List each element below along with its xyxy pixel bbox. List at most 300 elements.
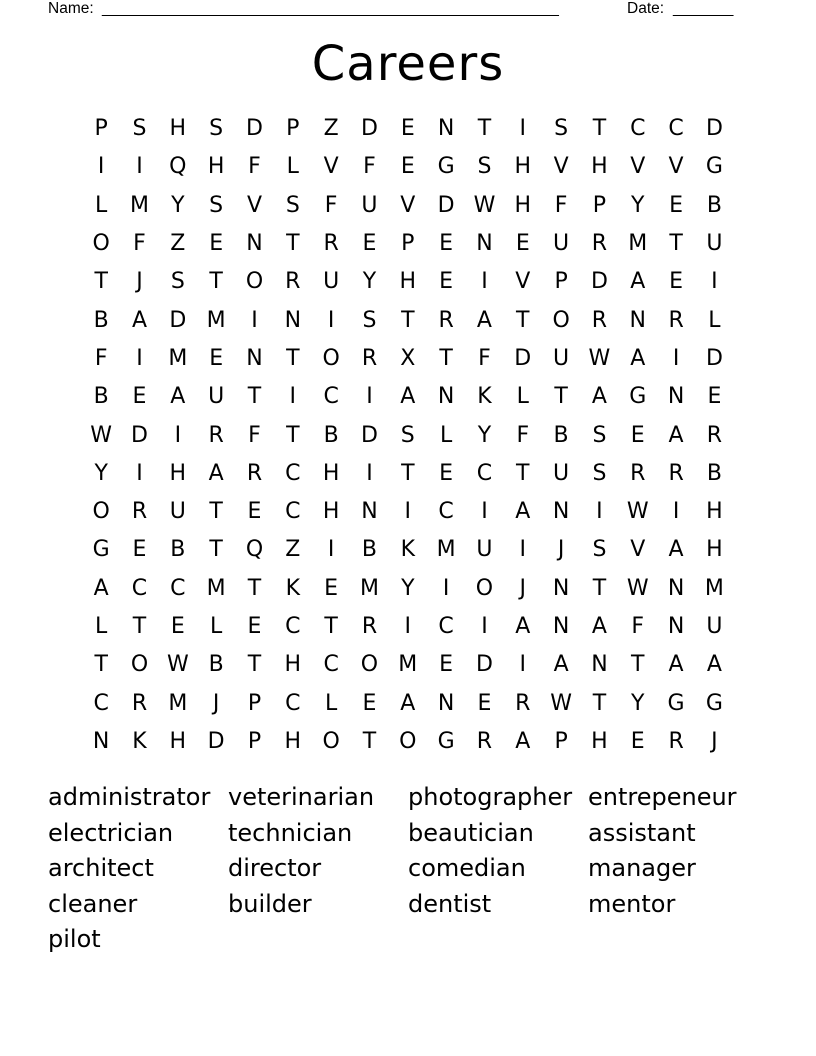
grid-letter[interactable]: R [591,231,608,257]
grid-letter[interactable]: N [552,575,570,601]
grid-letter[interactable]: R [706,422,723,448]
grid-letter[interactable]: M [130,192,149,218]
grid-letter[interactable]: O [245,269,264,295]
grid-letter[interactable]: I [672,499,680,525]
grid-letter[interactable]: L [95,614,108,639]
grid-letter[interactable]: E [170,614,185,639]
grid-letter[interactable]: P [401,231,415,257]
date-label: Date: [627,0,665,17]
grid-letter[interactable]: I [404,499,412,525]
grid-letter[interactable]: V [246,192,262,218]
grid-letter[interactable]: A [630,269,646,295]
grid-letter[interactable]: T [209,269,223,295]
grid-letter[interactable]: F [478,345,491,371]
grid-letter[interactable]: A [515,614,531,639]
grid-letter[interactable]: U [208,384,225,410]
grid-letter[interactable]: V [323,154,339,180]
grid-letter[interactable]: H [591,728,608,754]
grid-letter[interactable]: B [170,537,186,563]
grid-letter[interactable]: N [629,307,646,333]
grid-letter[interactable]: C [668,116,684,142]
grid-letter[interactable]: I [327,537,335,563]
word-bank-item: manager [588,854,696,882]
grid-letter[interactable]: A [668,537,684,563]
grid-letter[interactable]: U [361,192,378,218]
grid-letter[interactable]: T [669,231,683,257]
grid-letter[interactable]: L [325,690,338,716]
grid-letter[interactable]: E [247,499,262,525]
grid-letter[interactable]: A [591,384,607,410]
grid-letter[interactable]: B [208,652,224,678]
grid-letter[interactable]: I [519,652,527,678]
grid-letter[interactable]: E [439,652,454,678]
grid-letter[interactable]: H [514,192,532,218]
grid-letter[interactable]: E [209,231,224,257]
grid-letter[interactable]: A [515,499,531,525]
name-blank-line[interactable]: _____________________________________________________ [102,0,559,17]
grid-letter[interactable]: U [706,614,723,639]
grid-letter[interactable]: C [438,499,454,525]
grid-letter[interactable]: O [552,307,570,333]
grid-letter[interactable]: S [592,422,607,448]
grid-letter[interactable]: O [475,575,494,601]
grid-letter[interactable]: C [285,614,301,639]
grid-letter[interactable]: D [437,192,455,218]
grid-letter[interactable]: Y [362,269,377,295]
grid-letter[interactable]: U [553,231,570,257]
grid-letter[interactable]: P [247,690,262,716]
grid-letter[interactable]: J [711,728,718,754]
letter-grid [82,110,734,761]
grid-letter[interactable]: J [557,537,565,563]
grid-letter[interactable]: H [169,116,187,142]
grid-letter[interactable]: V [400,192,416,218]
grid-letter[interactable]: U [476,537,493,563]
grid-letter[interactable]: B [706,460,722,486]
grid-letter[interactable]: E [669,269,684,295]
grid-letter[interactable]: O [322,345,340,371]
grid-letter[interactable]: Y [631,690,645,716]
grid-letter[interactable]: N [361,499,378,525]
grid-letter[interactable]: S [209,116,224,142]
grid-letter[interactable]: O [92,499,110,525]
grid-letter[interactable]: M [206,307,226,333]
grid-letter[interactable]: O [399,728,417,754]
grid-letter[interactable]: I [327,307,335,333]
grid-letter[interactable]: L [516,384,529,410]
grid-letter[interactable]: M [359,575,379,601]
grid-letter[interactable]: M [206,575,226,601]
grid-letter[interactable]: B [93,307,109,333]
grid-letter[interactable]: Q [169,154,187,180]
grid-letter[interactable]: C [630,116,646,142]
grid-letter[interactable]: I [672,345,680,371]
grid-letter[interactable]: P [247,728,262,754]
grid-letter[interactable]: W [166,652,189,678]
word-bank-item: cleaner [48,889,138,918]
grid-letter[interactable]: D [360,116,378,142]
grid-letter[interactable]: W [626,499,649,525]
grid-letter[interactable]: E [247,614,262,639]
grid-letter[interactable]: K [477,384,492,410]
grid-letter[interactable]: T [209,499,223,525]
grid-letter[interactable]: E [362,231,377,257]
grid-letter[interactable]: S [592,460,607,486]
grid-letter[interactable]: U [553,460,570,486]
grid-letter[interactable]: N [437,116,455,142]
grid-letter[interactable]: E [439,269,454,295]
grid-letter[interactable]: E [630,728,645,754]
grid-letter[interactable]: Y [477,422,492,448]
grid-letter[interactable]: A [553,652,569,678]
grid-letter[interactable]: A [668,652,684,678]
grid-letter[interactable]: E [209,345,224,371]
grid-letter[interactable]: V [515,269,531,295]
grid-letter[interactable]: M [168,690,188,716]
grid-letter[interactable]: R [591,307,608,333]
grid-letter[interactable]: H [284,652,302,678]
grid-letter[interactable]: I [136,460,143,486]
grid-letter[interactable]: H [706,537,723,563]
grid-letter[interactable]: Q [245,537,264,563]
grid-letter[interactable]: S [170,269,185,295]
grid-letter[interactable]: C [285,499,301,525]
grid-letter[interactable]: T [286,422,300,448]
grid-letter[interactable]: I [289,384,297,410]
grid-letter[interactable]: T [209,537,223,563]
grid-letter[interactable]: B [553,422,569,448]
grid-letter[interactable]: E [707,384,722,410]
grid-letter[interactable]: H [169,460,187,486]
grid-letter[interactable]: V [630,154,646,180]
grid-letter[interactable]: R [438,307,454,333]
grid-letter[interactable]: D [475,652,493,678]
date-blank-line[interactable]: _______ [673,0,734,17]
grid-letter[interactable]: T [132,614,147,639]
grid-letter[interactable]: T [247,575,262,601]
grid-letter[interactable]: K [285,575,301,601]
grid-letter[interactable]: L [95,192,108,218]
grid-letter[interactable]: E [400,116,415,142]
grid-letter[interactable]: U [169,499,186,525]
grid-letter[interactable]: A [131,307,148,333]
grid-letter[interactable]: W [626,575,649,601]
grid-letter[interactable]: F [516,422,530,448]
grid-letter[interactable]: E [477,690,492,716]
grid-letter[interactable]: D [246,116,263,142]
grid-letter[interactable]: G [92,537,110,563]
grid-letter[interactable]: I [136,154,143,180]
grid-letter[interactable]: N [92,728,110,754]
grid-letter[interactable]: G [629,384,647,410]
grid-letter[interactable]: E [439,460,454,486]
grid-letter[interactable]: P [286,116,300,142]
grid-letter[interactable]: D [169,307,187,333]
grid-letter[interactable]: R [361,345,378,371]
grid-letter[interactable]: Z [323,116,339,142]
grid-letter[interactable]: M [436,537,456,563]
grid-letter[interactable]: T [401,307,415,333]
grid-letter[interactable]: I [174,422,182,448]
grid-letter[interactable]: I [481,614,488,639]
grid-letter[interactable]: A [170,384,186,410]
grid-letter[interactable]: E [324,575,339,601]
grid-letter[interactable]: R [668,307,684,333]
grid-letter[interactable]: I [442,575,450,601]
grid-letter[interactable]: C [93,690,109,716]
grid-letter[interactable]: N [552,499,570,525]
grid-letter[interactable]: C [323,384,339,410]
grid-letter[interactable]: S [362,307,377,333]
grid-letter[interactable]: G [705,690,723,716]
grid-letter[interactable]: M [168,345,188,371]
grid-letter[interactable]: E [439,231,454,257]
grid-letter[interactable]: H [514,154,532,180]
grid-letter[interactable]: C [476,460,493,486]
grid-letter[interactable]: S [477,154,492,180]
grid-letter[interactable]: T [362,728,377,754]
grid-letter[interactable]: A [706,652,722,678]
grid-letter[interactable]: F [363,154,376,180]
grid-letter[interactable]: W [550,690,572,716]
grid-letter[interactable]: D [514,345,532,371]
grid-row [82,340,734,378]
grid-letter[interactable]: F [324,192,338,218]
grid-letter[interactable]: V [553,154,569,180]
grid-letter[interactable]: R [668,460,684,486]
grid-letter[interactable]: H [591,154,608,180]
grid-letter[interactable]: E [515,231,530,257]
grid-letter[interactable]: N [437,384,455,410]
grid-letter[interactable]: J [136,269,143,295]
grid-letter[interactable]: A [630,345,646,371]
grid-letter[interactable]: I [366,460,373,486]
grid-row [82,225,734,263]
grid-letter[interactable]: Y [94,460,108,486]
grid-letter[interactable]: T [324,614,338,639]
grid-letter[interactable]: P [592,192,607,218]
grid-letter[interactable]: F [133,231,146,257]
grid-letter[interactable]: A [668,422,684,448]
grid-letter[interactable]: L [708,307,721,333]
grid-letter[interactable]: Y [171,192,185,218]
grid-letter[interactable]: C [285,690,301,716]
grid-letter[interactable]: T [631,652,645,678]
grid-letter[interactable]: R [476,728,493,754]
grid-letter[interactable]: Y [401,575,415,601]
grid-letter[interactable]: F [248,422,261,448]
grid-letter[interactable]: R [630,460,646,486]
grid-letter[interactable]: O [92,231,110,257]
grid-letter[interactable]: T [516,460,530,486]
grid-letter[interactable]: W [588,345,611,371]
grid-letter[interactable]: D [207,728,225,754]
grid-letter[interactable]: R [208,422,224,448]
grid-letter[interactable]: M [398,652,418,678]
grid-letter[interactable]: T [439,345,453,371]
grid-letter[interactable]: H [284,728,302,754]
grid-letter[interactable]: T [592,116,607,142]
grid-letter[interactable]: N [667,614,685,639]
grid-letter[interactable]: B [323,422,339,448]
grid-letter[interactable]: E [630,422,645,448]
grid-letter[interactable]: N [591,652,608,678]
grid-letter[interactable]: I [136,345,143,371]
grid-letter[interactable]: R [246,460,263,486]
grid-letter[interactable]: B [706,192,722,218]
grid-letter[interactable]: C [438,614,454,639]
grid-letter[interactable]: H [706,499,723,525]
grid-letter[interactable]: S [592,537,607,563]
grid-letter[interactable]: R [668,728,684,754]
grid-letter[interactable]: U [706,231,723,257]
grid-letter[interactable]: D [705,116,723,142]
grid-letter[interactable]: F [554,192,568,218]
grid-row [82,187,734,225]
grid-letter[interactable]: G [667,690,685,716]
grid-letter[interactable]: U [323,269,340,295]
grid-letter[interactable]: D [131,422,148,448]
grid-letter[interactable]: J [212,690,220,716]
grid-letter[interactable]: T [554,384,568,410]
grid-letter[interactable]: M [628,231,648,257]
grid-letter[interactable]: E [400,154,415,180]
grid-letter[interactable]: R [131,499,148,525]
grid-letter[interactable]: V [668,154,684,180]
grid-letter[interactable]: Z [170,231,186,257]
grid-letter[interactable]: J [519,575,527,601]
grid-letter[interactable]: I [519,116,527,142]
grid-letter[interactable]: I [596,499,603,525]
grid-letter[interactable]: H [322,499,340,525]
grid-letter[interactable]: N [667,575,685,601]
grid-letter[interactable]: C [170,575,186,601]
grid-letter[interactable]: T [516,307,530,333]
grid-letter[interactable]: I [481,499,488,525]
grid-letter[interactable]: F [248,154,261,180]
grid-letter[interactable]: N [667,384,685,410]
grid-letter[interactable]: P [554,728,568,754]
grid-letter[interactable]: V [630,537,646,563]
grid-letter[interactable]: I [366,384,373,410]
grid-letter[interactable]: R [515,690,531,716]
grid-letter[interactable]: H [207,154,225,180]
grid-letter[interactable]: N [246,345,263,371]
grid-letter[interactable]: H [399,269,417,295]
grid-letter[interactable]: A [591,614,607,639]
grid-letter[interactable]: T [247,384,262,410]
grid-letter[interactable]: T [286,345,300,371]
grid-letter[interactable]: F [631,614,645,639]
grid-letter[interactable]: S [285,192,300,218]
grid-letter[interactable]: A [93,575,109,601]
grid-letter[interactable]: K [400,537,415,563]
grid-letter[interactable]: L [439,422,453,448]
grid-letter[interactable]: D [360,422,378,448]
grid-letter[interactable]: T [94,269,108,295]
grid-letter[interactable]: F [94,345,108,371]
grid-letter[interactable]: N [284,307,302,333]
grid-letter[interactable]: A [400,384,416,410]
grid-letter[interactable]: A [400,690,416,716]
grid-letter[interactable]: S [209,192,224,218]
grid-letter[interactable]: E [132,384,147,410]
grid-letter[interactable]: H [169,728,187,754]
grid-letter[interactable]: W [473,192,496,218]
grid-letter[interactable]: N [437,690,455,716]
grid-letter[interactable]: X [400,345,416,371]
grid-letter[interactable]: S [554,116,569,142]
grid-letter[interactable]: T [94,652,108,678]
grid-letter[interactable]: M [704,575,724,601]
grid-letter[interactable]: T [592,575,607,601]
grid-letter[interactable]: G [705,154,723,180]
grid-letter[interactable]: E [132,537,147,563]
grid-letter[interactable]: C [131,575,148,601]
grid-letter[interactable]: E [362,690,377,716]
grid-letter[interactable]: T [592,690,607,716]
grid-letter[interactable]: I [251,307,258,333]
grid-letter[interactable]: T [477,116,492,142]
grid-letter[interactable]: L [210,614,223,639]
word-bank-item: director [228,854,322,882]
grid-letter[interactable]: B [93,384,109,410]
grid-letter[interactable]: R [285,269,301,295]
grid-letter[interactable]: H [322,460,340,486]
grid-letter[interactable]: T [247,652,262,678]
grid-letter[interactable]: P [94,116,108,142]
grid-letter[interactable]: D [705,345,723,371]
grid-letter[interactable]: U [553,345,570,371]
grid-letter[interactable]: O [130,652,149,678]
grid-letter[interactable]: Y [631,192,645,218]
grid-letter[interactable]: I [97,154,105,180]
grid-letter[interactable]: I [404,614,412,639]
grid-letter[interactable]: D [590,269,608,295]
grid-letter[interactable]: K [132,728,147,754]
grid-letter[interactable]: B [361,537,377,563]
grid-letter[interactable]: I [519,537,527,563]
grid-letter[interactable]: S [132,116,147,142]
grid-letter[interactable]: O [360,652,379,678]
grid-letter[interactable]: E [669,192,684,218]
grid-letter[interactable]: S [400,422,415,448]
grid-letter[interactable]: O [322,728,340,754]
grid-letter[interactable]: R [131,690,148,716]
grid-letter[interactable]: G [437,728,455,754]
grid-letter[interactable]: I [711,269,718,295]
grid-letter[interactable]: T [286,231,300,257]
grid-letter[interactable]: N [552,614,570,639]
grid-letter[interactable]: A [208,460,224,486]
grid-letter[interactable]: T [401,460,415,486]
grid-letter[interactable]: A [515,728,531,754]
grid-letter[interactable]: C [323,652,339,678]
grid-letter[interactable]: N [246,231,263,257]
grid-letter[interactable]: I [481,269,488,295]
grid-letter[interactable]: C [285,460,301,486]
grid-letter[interactable]: W [90,422,113,448]
grid-letter[interactable]: L [286,154,299,180]
grid-letter[interactable]: Z [285,537,301,563]
grid-row [82,455,734,493]
grid-letter[interactable]: N [476,231,493,257]
grid-letter[interactable]: G [437,154,455,180]
grid-letter[interactable]: P [554,269,568,295]
grid-letter[interactable]: A [476,307,492,333]
grid-letter[interactable]: R [361,614,378,639]
grid-letter[interactable]: R [323,231,339,257]
